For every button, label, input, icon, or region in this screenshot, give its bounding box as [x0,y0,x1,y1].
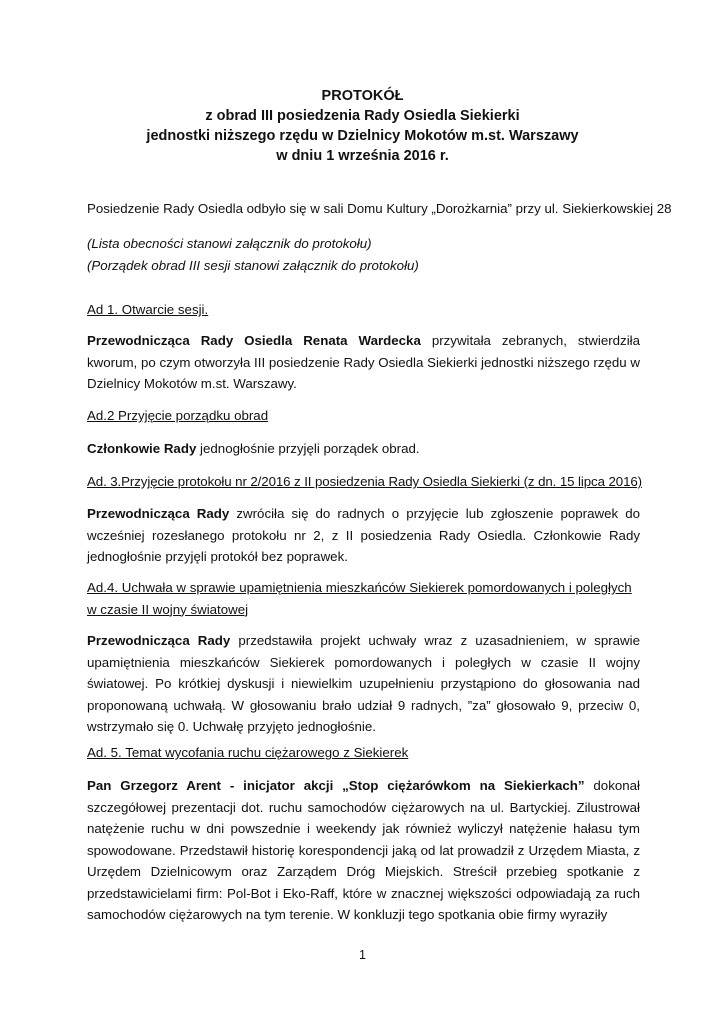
section-4-speaker: Przewodnicząca Rady [87,633,231,648]
title-line-1: PROTOKÓŁ [321,88,404,104]
section-5-heading: Ad. 5. Temat wycofania ruchu ciężarowego z Siekierek [87,745,409,760]
section-4-text: przedstawiła projekt uchwały wraz z uzasadnieniem, w sprawie upamiętnienia mieszkańców Siekierek pomordowanych i poległych w czasie II wojny światowej. Po krótkiej dyskusji i niewielkim uzupełnieniu przystąpiono do głosowania nad proponowaną uchwałą. W głosowaniu brało udział 9 radnych, ”za” głosowało 9, przeciw 0, wstrzymało się 0. Uchwałę przyjęto jednogłośnie. [87,633,640,734]
section-2-speaker: Członkowie Rady [87,441,197,456]
section-3-text: zwróciła się do radnych o przyjęcie lub zgłoszenie poprawek do wcześniej rozesłanego protokołu nr 2, z II posiedzenia Rady Osiedla. Członkowie Rady jednogłośnie przyjęli protokół bez poprawek. [87,506,640,564]
section-3-speaker: Przewodnicząca Rady [87,506,230,521]
section-2-paragraph [87,438,640,460]
note-attendance: (Lista obecności stanowi załącznik do protokołu) [87,236,372,251]
section-1-paragraph [87,330,640,395]
title-line-4: w dniu 1 września 2016 r. [276,148,449,164]
section-5-paragraph [87,775,640,933]
document-title [0,86,725,166]
section-1-heading: Ad 1. Otwarcie sesji. [87,302,209,317]
section-2-heading: Ad.2 Przyjęcie porządku obrad [87,408,269,423]
section-1-speaker: Przewodnicząca Rady Osiedla Renata Wardecka [87,333,421,348]
note-agenda: (Porządek obrad III sesji stanowi załącznik do protokołu) [87,257,419,273]
section-4-heading: Ad.4. Uchwała w sprawie upamiętnienia mieszkańców Siekierek pomordowanych i poległych w czasie II wojny światowej [87,580,632,617]
page-number: 1 [359,948,366,962]
title-line-3: jednostki niższego rzędu w Dzielnicy Mokotów m.st. Warszawy [146,128,579,144]
section-2-text: jednogłośnie przyjęli porządek obrad. [196,441,420,456]
attachment-notes [87,233,640,276]
intro-paragraph: Posiedzenie Rady Osiedla odbyło się w sali Domu Kultury „Dorożkarnia” przy ul. Siekierkowskiej 28 [87,201,672,216]
title-line-2: z obrad III posiedzenia Rady Osiedla Siekierki [205,108,520,124]
section-1-text: przywitała zebranych, stwierdziła kworum, po czym otworzyła III posiedzenie Rady Osiedla Siekierki jednostki niższego rzędu w Dzielnicy Mokotów m.st. Warszawy. [87,333,640,391]
section-3-paragraph [87,503,640,568]
section-5-speaker: Pan Grzegorz Arent - inicjator akcji „Stop ciężarówkom na Siekierkach” [87,778,585,793]
section-5-text: dokonał szczegółowej prezentacji dot. ruchu samochodów ciężarowych na ul. Bartyckiej. Zilustrował natężenie ruchu w dni powszednie i weekendy jak również wyliczył natężenie hałasu tym spowodowane. Przedstawił historię korespondencji jaką od lat prowadził z Urzędem Miasta, z Urzędem Dzielnicowym oraz Zarządem Dróg Miejskich. Streścił przebieg spotkanie z przedstawicielami firm: Pol-Bot i Eko-Raff, które w znacznej większości odpowiadają za ruch samochodów ciężarowych na tym terenie. W konkluzji tego spotkania obie firmy wyraziły [87,778,640,922]
section-3-heading: Ad. 3.Przyjęcie protokołu nr 2/2016 z II posiedzenia Rady Osiedla Siekierki (z dn. 15 lipca 2016) [87,474,642,489]
section-4-paragraph [87,630,640,738]
